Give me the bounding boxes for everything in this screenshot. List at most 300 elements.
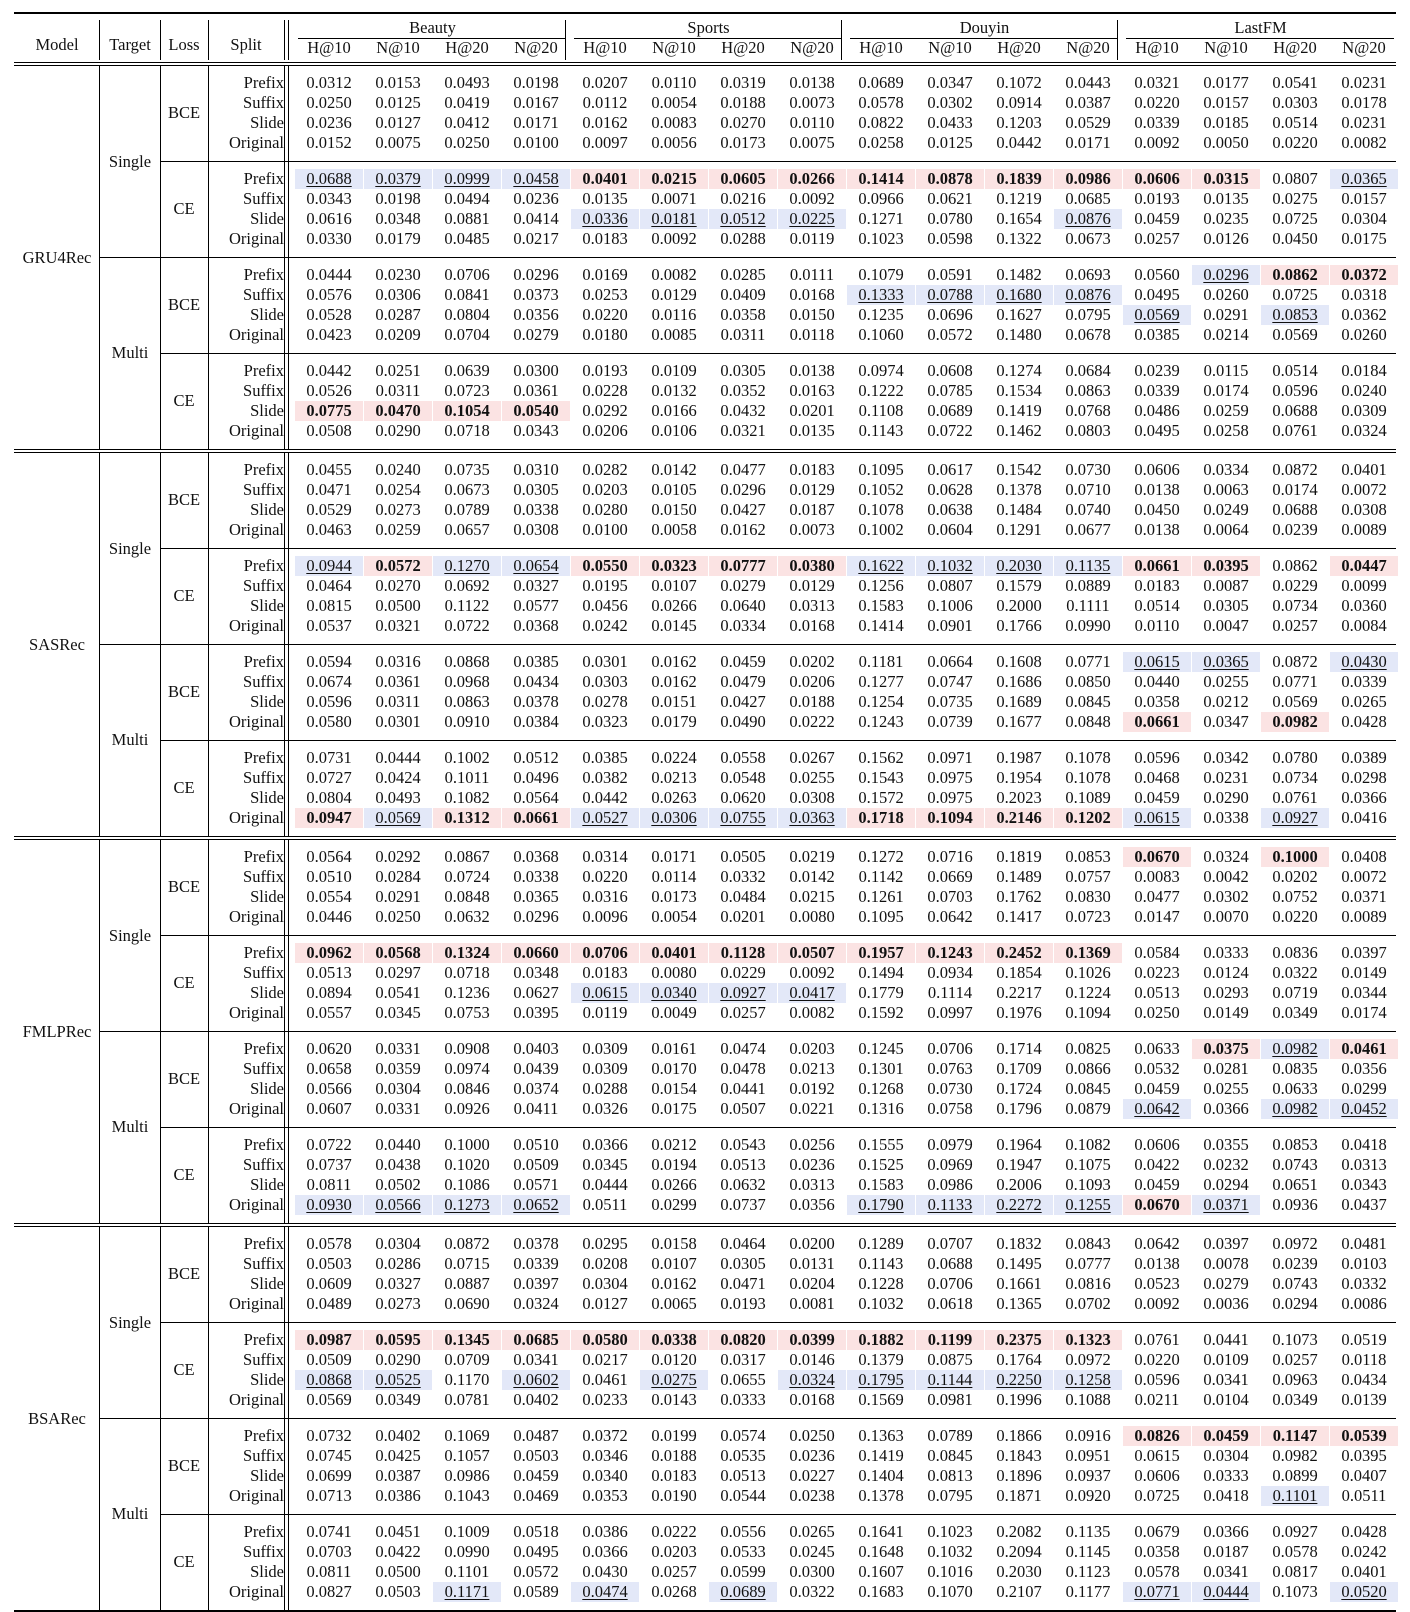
metric-cell [985,1079,1053,1099]
metric-value: 0.0459 [720,652,766,671]
metric-cell [709,907,777,927]
metric-value: 0.0073 [789,520,835,539]
metric-value: 0.0442 [582,788,628,807]
metric-cell [295,480,363,500]
metric-value: 0.0054 [651,93,697,112]
header-metric-n-at-20: N@20 [790,38,834,57]
split-label: Prefix [243,1522,284,1541]
metric-value: 0.0371 [1341,887,1387,906]
metric-value: 0.0255 [1203,1079,1249,1098]
metric-cell [640,808,708,828]
metric-cell [433,768,501,788]
metric-value: 0.0853 [1272,305,1318,324]
split-label: Suffix [243,1446,284,1465]
metric-value: 0.0375 [1203,1039,1249,1058]
metric-value: 0.0409 [720,285,766,304]
metric-value: 0.2094 [996,1542,1042,1561]
metric-cell [364,788,432,808]
metric-cell [502,1135,570,1155]
metric-cell [985,1003,1053,1023]
metric-value: 0.1689 [996,692,1042,711]
metric-cell [778,1466,846,1486]
metric-cell [916,963,984,983]
metric-cell [640,229,708,249]
metric-value: 0.0336 [582,209,628,228]
metric-cell [1192,229,1260,249]
metric-cell [364,1582,432,1602]
metric-value: 0.2000 [996,596,1042,615]
metric-value: 0.0323 [582,712,628,731]
metric-cell [640,1079,708,1099]
metric-cell [571,1254,639,1274]
metric-value: 0.0193 [1134,189,1180,208]
metric-cell [502,381,570,401]
metric-value: 0.2030 [996,1562,1042,1581]
metric-cell [916,1079,984,1099]
vertical-rule [284,1227,285,1610]
metric-cell [640,788,708,808]
metric-value: 0.1006 [927,596,973,615]
split-label: Suffix [243,867,284,886]
metric-value: 0.0706 [927,1039,973,1058]
metric-cell [778,1059,846,1079]
metric-cell [1192,1079,1260,1099]
metric-value: 0.0688 [927,1254,973,1273]
metric-cell [502,1466,570,1486]
metric-cell [847,1294,915,1314]
vertical-rule [208,840,209,1223]
metric-cell [433,93,501,113]
metric-value: 0.0321 [1134,73,1180,92]
metric-value: 0.0807 [927,576,973,595]
metric-cell [364,1330,432,1350]
metric-cell [502,1562,570,1582]
metric-cell [916,748,984,768]
vertical-rule [160,840,161,1223]
metric-value: 0.0514 [1272,361,1318,380]
metric-cell [847,556,915,576]
metric-cell [778,576,846,596]
metric-cell [364,520,432,540]
metric-cell [364,616,432,636]
metric-value: 0.0464 [306,576,352,595]
metric-cell [1123,73,1191,93]
loss-label: CE [173,1165,195,1184]
metric-value: 0.0213 [651,768,697,787]
metric-value: 0.0609 [306,1274,352,1293]
metric-cell [1192,1466,1260,1486]
metric-value: 0.1419 [996,401,1042,420]
split-label: Slide [250,887,284,906]
metric-cell [1261,1039,1329,1059]
metric-cell [1330,556,1398,576]
metric-cell [571,520,639,540]
metric-value: 0.0257 [1134,229,1180,248]
metric-cell [295,1175,363,1195]
horizontal-rule [14,65,1396,66]
metric-cell [433,73,501,93]
metric-value: 0.0072 [1341,480,1387,499]
metric-value: 0.1079 [858,265,904,284]
metric-value: 0.0430 [1341,652,1387,671]
vertical-rule [208,66,209,449]
metric-cell [295,1274,363,1294]
metric-value: 0.0106 [651,421,697,440]
metric-value: 0.0982 [1272,1099,1318,1118]
metric-value: 0.0319 [720,73,766,92]
metric-value: 0.0901 [927,616,973,635]
metric-cell [1192,1426,1260,1446]
metric-value: 0.0372 [1341,265,1387,284]
metric-value: 0.2452 [996,943,1042,962]
metric-value: 0.0485 [444,229,490,248]
metric-value: 0.0564 [513,788,559,807]
metric-value: 0.1082 [444,788,490,807]
metric-cell [295,748,363,768]
metric-cell [1054,808,1122,828]
metric-value: 0.0138 [1134,520,1180,539]
metric-value: 0.0266 [651,1175,697,1194]
metric-value: 0.0064 [1203,520,1249,539]
metric-value: 0.0640 [720,596,766,615]
metric-cell [1261,1254,1329,1274]
metric-cell [1330,93,1398,113]
metric-value: 0.0403 [513,1039,559,1058]
metric-value: 0.0574 [720,1426,766,1445]
metric-value: 0.0358 [1134,692,1180,711]
metric-cell [433,1274,501,1294]
metric-value: 0.0658 [306,1059,352,1078]
metric-cell [916,285,984,305]
metric-value: 0.0616 [306,209,352,228]
split-label: Suffix [243,189,284,208]
vertical-rule [284,840,285,1223]
metric-cell [916,616,984,636]
metric-cell [916,1175,984,1195]
metric-value: 0.0255 [1203,672,1249,691]
metric-cell [847,1175,915,1195]
metric-value: 0.0054 [651,907,697,926]
metric-value: 0.1020 [444,1155,490,1174]
metric-cell [1330,169,1398,189]
metric-cell [1123,867,1191,887]
header-metric-h-at-20: H@20 [721,38,765,57]
metric-value: 0.0743 [1272,1274,1318,1293]
metric-cell [1123,133,1191,153]
metric-value: 0.0578 [306,1234,352,1253]
metric-value: 0.0456 [582,596,628,615]
metric-cell [916,768,984,788]
metric-cell [295,1562,363,1582]
metric-value: 0.1258 [1065,1370,1111,1389]
metric-cell [847,1582,915,1602]
metric-value: 0.0161 [651,1039,697,1058]
metric-value: 0.0279 [513,325,559,344]
metric-cell [916,93,984,113]
metric-value: 0.0356 [1341,1059,1387,1078]
metric-value: 0.0299 [1341,1079,1387,1098]
metric-cell [1261,1542,1329,1562]
metric-value: 0.0296 [1203,265,1249,284]
metric-value: 0.0084 [1341,616,1387,635]
metric-value: 0.0157 [1203,93,1249,112]
metric-value: 0.0529 [306,500,352,519]
metric-value: 0.0580 [582,1330,628,1349]
metric-value: 0.0138 [789,73,835,92]
metric-cell [364,983,432,1003]
metric-cell [985,265,1053,285]
metric-cell [502,1446,570,1466]
metric-cell [709,381,777,401]
metric-cell [433,1039,501,1059]
metric-cell [916,1059,984,1079]
metric-value: 0.0444 [375,748,421,767]
metric-cell [916,1155,984,1175]
group-separator [100,1031,1396,1032]
metric-value: 0.0416 [1341,808,1387,827]
metric-cell [916,1099,984,1119]
metric-value: 0.0566 [306,1079,352,1098]
metric-cell [709,1039,777,1059]
metric-cell [295,1446,363,1466]
metric-cell [364,93,432,113]
metric-value: 0.0389 [1341,748,1387,767]
metric-value: 0.0440 [375,1135,421,1154]
metric-value: 0.1555 [858,1135,904,1154]
metric-value: 0.0332 [1341,1274,1387,1293]
metric-cell [847,887,915,907]
metric-value: 0.0321 [720,421,766,440]
metric-value: 0.0407 [1341,1466,1387,1485]
metric-value: 0.0459 [1134,1079,1180,1098]
metric-value: 0.0120 [651,1350,697,1369]
metric-cell [847,692,915,712]
metric-cell [640,1059,708,1079]
metric-cell [778,748,846,768]
metric-cell [1192,361,1260,381]
metric-cell [295,1099,363,1119]
metric-value: 0.0408 [1341,847,1387,866]
metric-value: 0.0723 [444,381,490,400]
metric-value: 0.0302 [927,93,973,112]
metric-value: 0.0474 [582,1582,628,1601]
metric-value: 0.0607 [306,1099,352,1118]
metric-cell [916,73,984,93]
metric-cell [847,672,915,692]
header-metric-n-at-10: N@10 [652,38,696,57]
metric-value: 0.0207 [582,73,628,92]
metric-value: 0.0442 [996,133,1042,152]
metric-cell [295,209,363,229]
metric-value: 0.0811 [306,1562,352,1581]
metric-value: 0.0598 [927,229,973,248]
metric-value: 0.0239 [1134,361,1180,380]
metric-cell [1330,1175,1398,1195]
metric-value: 0.0424 [375,768,421,787]
metric-value: 0.0512 [720,209,766,228]
metric-cell [502,616,570,636]
model-separator [14,1226,1396,1227]
metric-value: 0.0193 [720,1294,766,1313]
metric-value: 0.0489 [306,1294,352,1313]
metric-cell [364,73,432,93]
metric-value: 0.0387 [375,1466,421,1485]
metric-value: 0.0725 [1134,1486,1180,1505]
metric-value: 0.0411 [513,1099,559,1118]
metric-cell [709,1582,777,1602]
metric-value: 0.0755 [720,808,766,827]
metric-value: 0.1819 [996,847,1042,866]
metric-value: 0.0073 [789,93,835,112]
metric-value: 0.0173 [651,887,697,906]
metric-value: 0.0660 [513,943,559,962]
metric-cell [1261,943,1329,963]
metric-cell [502,712,570,732]
metric-cell [502,1294,570,1314]
metric-cell [1054,421,1122,441]
metric-value: 0.0240 [1341,381,1387,400]
metric-cell [502,1370,570,1390]
metric-value: 0.0997 [927,1003,973,1022]
metric-value: 0.0509 [513,1155,559,1174]
metric-value: 0.0385 [1134,325,1180,344]
metric-cell [295,401,363,421]
split-label: Prefix [243,361,284,380]
metric-value: 0.0761 [1272,788,1318,807]
metric-value: 0.0780 [927,209,973,228]
metric-cell [640,1135,708,1155]
metric-value: 0.0718 [444,963,490,982]
metric-value: 0.0282 [582,460,628,479]
metric-value: 0.0187 [1203,1542,1249,1561]
metric-value: 0.0183 [1134,576,1180,595]
metric-value: 0.1482 [996,265,1042,284]
metric-value: 0.1378 [996,480,1042,499]
metric-cell [1192,1522,1260,1542]
metric-cell [847,1370,915,1390]
metric-cell [985,768,1053,788]
metric-value: 0.2146 [996,808,1042,827]
metric-value: 0.0511 [582,1195,628,1214]
metric-value: 0.0412 [444,113,490,132]
metric-cell [709,1466,777,1486]
metric-cell [364,887,432,907]
metric-cell [1054,305,1122,325]
metric-value: 0.0110 [1134,616,1180,635]
metric-value: 0.0174 [1341,1003,1387,1022]
metric-cell [1261,887,1329,907]
metric-cell [364,1039,432,1059]
metric-value: 0.1583 [858,596,904,615]
metric-value: 0.0747 [927,672,973,691]
metric-cell [295,983,363,1003]
metric-value: 0.0725 [1272,209,1318,228]
metric-cell [571,692,639,712]
metric-cell [502,1274,570,1294]
metric-cell [364,748,432,768]
metric-cell [1261,1562,1329,1582]
metric-value: 0.1762 [996,887,1042,906]
metric-value: 0.0072 [1341,867,1387,886]
metric-value: 0.1365 [996,1294,1042,1313]
metric-value: 0.0324 [513,1294,559,1313]
metric-value: 0.0235 [1203,209,1249,228]
metric-cell [1054,480,1122,500]
metric-cell [640,1294,708,1314]
metric-cell [1123,1099,1191,1119]
metric-cell [847,808,915,828]
metric-cell [1123,963,1191,983]
metric-cell [916,867,984,887]
metric-cell [1123,943,1191,963]
metric-cell [1261,1099,1329,1119]
metric-cell [502,209,570,229]
metric-value: 0.2217 [996,983,1042,1002]
metric-value: 0.0670 [1134,1195,1180,1214]
metric-cell [1054,1195,1122,1215]
split-label: Original [229,133,284,152]
metric-cell [433,421,501,441]
metric-value: 0.0577 [513,596,559,615]
metric-value: 0.0049 [651,1003,697,1022]
metric-value: 0.0535 [720,1446,766,1465]
metric-cell [1123,500,1191,520]
metric-value: 0.0308 [789,788,835,807]
metric-cell [847,189,915,209]
metric-value: 0.1839 [996,169,1042,188]
metric-value: 0.0183 [789,460,835,479]
metric-cell [778,401,846,421]
metric-value: 0.0358 [720,305,766,324]
metric-cell [433,983,501,1003]
metric-cell [502,652,570,672]
metric-value: 0.1000 [1272,847,1318,866]
metric-value: 0.1641 [858,1522,904,1541]
metric-cell [640,189,708,209]
metric-cell [1054,325,1122,345]
metric-value: 0.1480 [996,325,1042,344]
group-separator [160,740,1396,741]
split-label: Prefix [243,1039,284,1058]
metric-value: 0.0459 [1134,1175,1180,1194]
split-label: Prefix [243,652,284,671]
metric-cell [985,1350,1053,1370]
metric-value: 0.0340 [582,1466,628,1485]
metric-cell [916,983,984,1003]
metric-cell [295,808,363,828]
group-separator [100,257,1396,258]
metric-value: 0.0219 [789,847,835,866]
metric-cell [847,1234,915,1254]
metric-cell [502,1039,570,1059]
metric-value: 0.0804 [306,788,352,807]
metric-cell [502,73,570,93]
metric-cell [916,381,984,401]
metric-value: 0.1677 [996,712,1042,731]
metric-cell [709,808,777,828]
metric-value: 0.2375 [996,1330,1042,1349]
metric-value: 0.0437 [1341,1195,1387,1214]
metric-cell [295,500,363,520]
metric-value: 0.0740 [1065,500,1111,519]
metric-cell [1054,133,1122,153]
metric-value: 0.0138 [789,361,835,380]
metric-cell [1261,381,1329,401]
metric-value: 0.0311 [375,692,421,711]
metric-cell [709,1059,777,1079]
metric-cell [295,596,363,616]
metric-cell [640,1330,708,1350]
